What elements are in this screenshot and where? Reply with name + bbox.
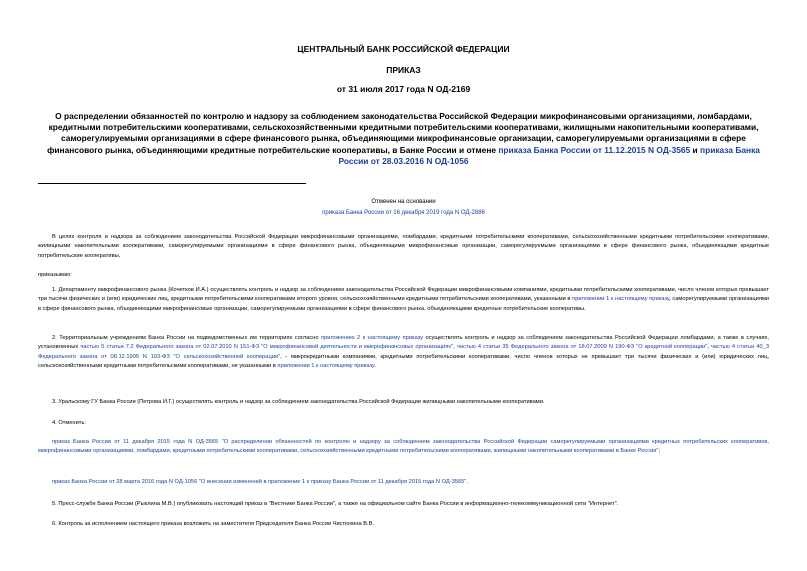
p2-link-193fz[interactable]: частью 4 статьи 40_3 Федерального закона от 08.12.1995 N 193-ФЗ "О сельскохозяйственной кооперации": [38, 344, 769, 360]
p4-link-od3565[interactable]: приказ Банка России от 11 декабря 2015 года N ОД-3565 "О распределении обязанностей по контролю и надзору за соблюдением законодательства Российской Федерации саморегулируемыми организациями кредитных потребительских кооперативов, микрофинансовыми организациями, ломбардами, кредитными потребительскими кооперативами, сельскохозяйственными кредитными потребительскими кооперативами, жилищными накопительными кооперативами в Банке России": [38, 439, 769, 455]
p2-text-a: 2. Территориальным учреждениям Банка России на подведомственных им территориях согласно: [52, 335, 322, 341]
cancel-note: [0, 197, 807, 219]
p2-text-c: ,: [453, 344, 457, 351]
doc-type: ПРИКАЗ: [386, 65, 421, 75]
paragraph-4-item-2: [38, 478, 769, 487]
p2-text-f: .: [374, 363, 376, 370]
p2-text-d: ,: [707, 344, 711, 351]
p2-link-appendix2[interactable]: приложению 2 к настоящему приказу: [321, 335, 424, 341]
paragraph-2: [38, 334, 769, 372]
doc-date-number: от 31 июля 2017 года N ОД-2169: [336, 84, 471, 94]
org-name: ЦЕНТРАЛЬНЫЙ БАНК РОССИЙСКОЙ ФЕДЕРАЦИИ: [297, 44, 510, 54]
title-text: О распределении обязанностей по контролю и надзору за соблюдением законодательства Российской Федерации микрофинансовыми организациями, ломбардами, кредитными потребительскими кооперативами, сельскохозяйственными кредитными потребительскими кооперативами, жилищными накопительными кооперативами, саморегулируемыми организациями в сфере финансового рынка, объединяющими микрофинансовые организации, саморегулируемыми организациями в сфере финансового рынка, объединяющими кредитные потребительские кооперативы, в Банке России и отмене: [47, 111, 759, 155]
paragraph-3: 3. Уральскому ГУ Банка России (Петрова И.Г.) осуществлять контроль и надзор за соблюдением законодательства Российской Федерации жилищными накопительными кооперативами.: [52, 399, 545, 405]
paragraph-4: 4. Отменить:: [52, 420, 86, 426]
p2-text-e: , - микрокредитными компаниями, кредитными потребительскими кооперативами, число членов которых не превышает три тысячи физических и (или) юридических лиц, сельскохозяйственными кредитными потребительскими кооперативами, не указанными в: [38, 353, 769, 370]
paragraph-order: приказываю:: [38, 272, 72, 278]
divider: [38, 183, 306, 184]
p1-text-b: , саморегулируемыми организациями в сфере финансового рынка, объединяющими микрофинансовые организации, саморегулируемыми организациями в сфере финансового рынка, объединяющими кредитные потребительские кооперативы.: [38, 296, 769, 312]
title-link-od3565[interactable]: приказа Банка России от 11.12.2015 N ОД-3565: [498, 144, 691, 155]
p2-link-151fz[interactable]: частью 5 статьи 7.2 Федерального закона от 02.07.2010 N 151-ФЗ "О микрофинансовой деятельности и микрофинансовых организациях": [80, 344, 454, 351]
p1-link-appendix1[interactable]: приложении 1 к настоящему приказу: [572, 296, 670, 303]
paragraph-1: [38, 286, 769, 314]
p4-2-end: .: [466, 479, 468, 485]
p4-link-od1056[interactable]: приказ Банка России от 28 марта 2016 года N ОД-1056 "О внесении изменений в приложение 1 к приказу Банка России от 11 декабря 2015 года N ОД-3565": [52, 479, 467, 485]
p1-text-a: 1. Департаменту микрофинансового рынка (Кочетков И.А.) осуществлять контроль и надзор за соблюдением законодательства Российской Федерации микрофинансовыми компаниями, кредитными потребительскими кооперативами, число членов которых превышает три тысячи физических и (или) юридических лиц, кредитными потребительскими кооперативами второго уровня, сельскохозяйственными кредитными потребительскими кооперативами, указанными в: [38, 287, 769, 303]
p2-link-190fz[interactable]: частью 4 статьи 35 Федерального закона от 18.07.2009 N 190-ФЗ "О кредитной кооперации": [456, 344, 708, 351]
paragraph-intro: В целях контроля и надзора за соблюдением законодательства Российской Федерации микрофинансовыми организациями, ломбардами, кредитными потребительскими кооперативами, сельскохозяйственными кредитными потребительскими кооперативами, жилищными накопительными кооперативами, саморегулируемыми организациями в сфере финансового рынка, объединяющими микрофинансовые организации, саморегулируемыми организациями в сфере финансового рынка, объединяющими кредитные потребительские кооперативы,: [38, 234, 769, 259]
paragraph-5: 5. Пресс-службе Банка России (Рыклина М.В.) опубликовать настоящий приказ в "Вестнике Банка России", а также на официальном сайте Банка России в информационно-телекоммуникационной сети "Интернет".: [52, 501, 619, 507]
title-and: и: [690, 144, 701, 155]
title-link-od1056[interactable]: приказа Банка России от 28.03.2016 N ОД-1056: [338, 144, 760, 166]
paragraph-6: 6. Контроль за исполнением настоящего приказа возложить на заместителя Председателя Банка России Чистюхина В.В.: [52, 521, 374, 527]
cancel-note-label: Отменен на основании: [371, 199, 436, 205]
p2-link-appendix1[interactable]: приложении 1 к настоящему приказу: [277, 363, 375, 370]
p4-1-end: ;: [658, 448, 661, 455]
p2-text-b: осуществлять контроль и надзор за соблюдением законодательства Российской Федерации ломбардами, а также в случаях, установленных: [38, 335, 769, 351]
paragraph-4-item-1: [38, 438, 769, 457]
document-title: [38, 111, 769, 167]
cancel-note-link[interactable]: приказа Банка России от 16 декабря 2019 года N ОД-2886: [322, 210, 485, 216]
